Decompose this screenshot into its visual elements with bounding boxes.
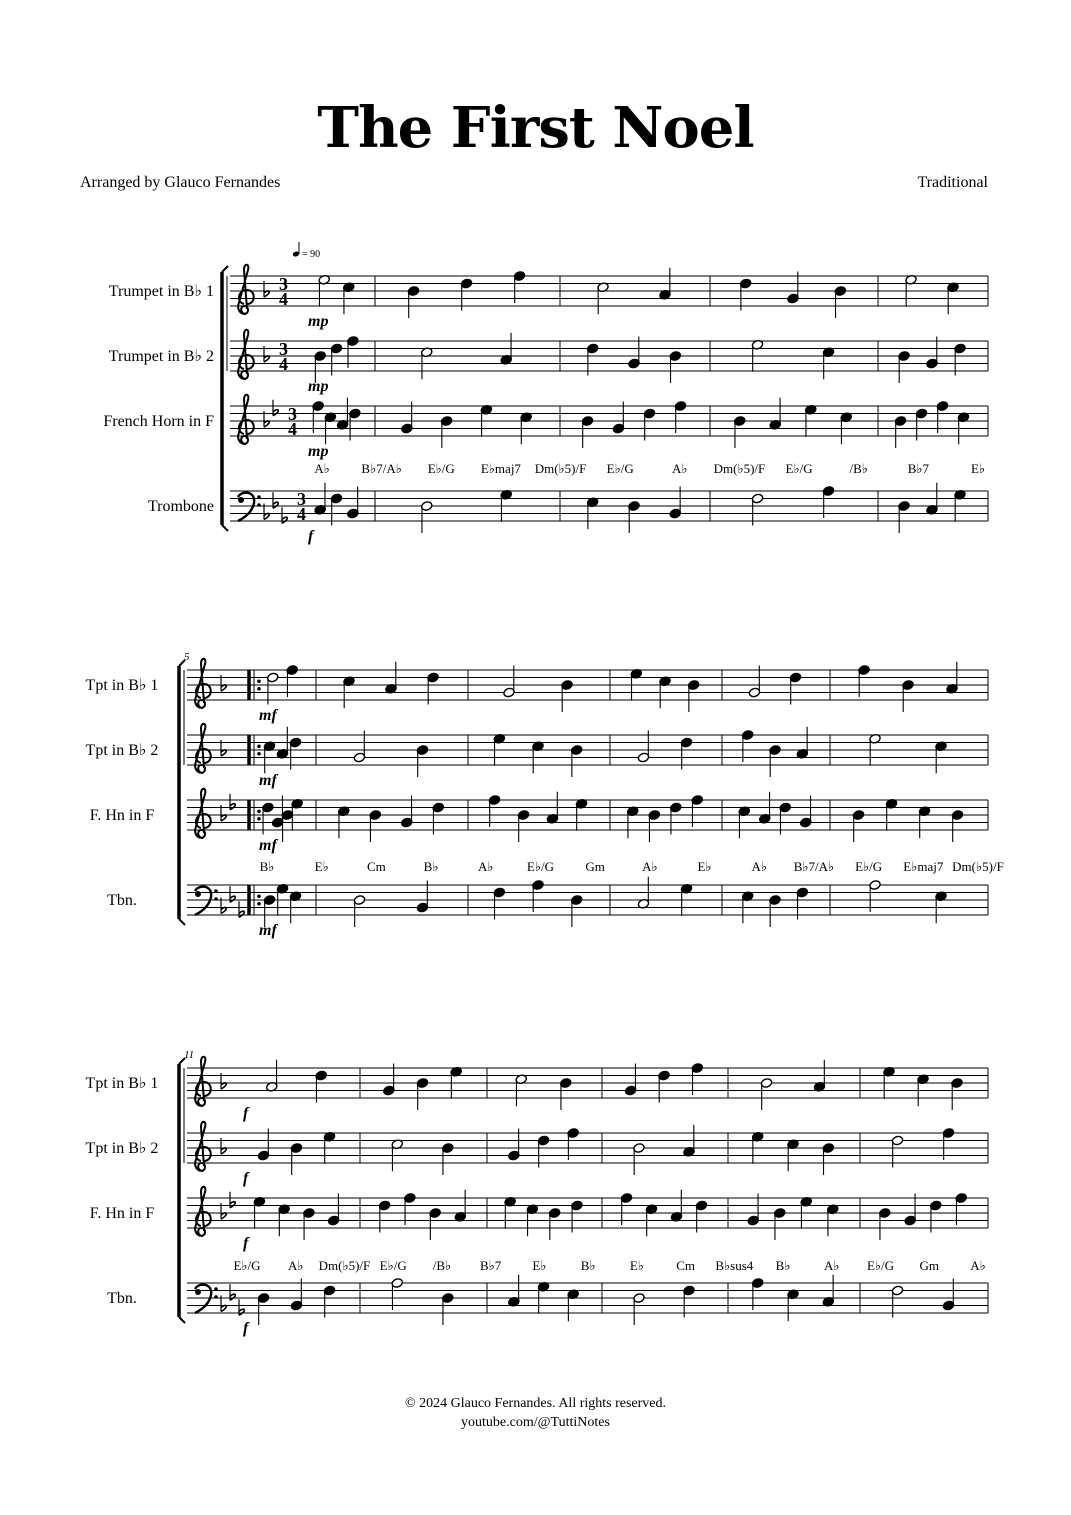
dynamic-marking: f [243,1320,249,1337]
bass-clef-icon [195,1285,218,1313]
dynamic-marking: mf [259,922,277,939]
chord-symbol: E♭ [314,859,329,874]
note-head [369,810,381,842]
chord-symbol: Gm [919,1258,940,1273]
note-head [669,351,681,383]
time-sig-bottom: 4 [288,419,297,439]
chord-symbol: E♭/G [855,859,883,874]
page-title: The First Noel [317,95,754,161]
instrument-label: Trumpet in B♭ 1 [108,283,214,300]
system-bracket-bottom [179,1317,185,1323]
chord-symbol: Dm(♭5)/F [318,1258,371,1273]
chord-symbol: Dm(♭5)/F [952,859,1004,874]
chord-symbol: A♭ [314,461,330,476]
chord-symbol: A♭ [642,859,658,874]
instrument-label: French Horn in F [103,413,214,430]
instrument-label: F. Hn in F [89,807,155,824]
dynamic-marking: mf [259,707,277,724]
chord-symbol: E♭/G [427,461,455,476]
repeat-dot [257,752,261,756]
dynamic-marking: f [308,528,314,545]
dynamic-marking: f [243,1105,249,1122]
note-head [407,286,419,318]
chord-symbol: Dm(♭5)/F [713,461,766,476]
note-head [581,416,593,448]
chord-symbol: /B♭ [432,1258,452,1273]
arranger-credit: Arranged by Glauco Fernandes [80,174,281,191]
note-head [879,1208,891,1240]
chord-symbol: Cm [366,859,386,874]
bass-clef-icon [238,493,261,521]
note-head [570,745,582,777]
chord-symbol: B♭ [423,859,439,874]
chord-symbol: B♭7 [907,461,930,476]
note-head [648,810,660,842]
note-head [898,501,910,533]
treble-clef-icon [238,265,254,314]
chord-symbol: E♭ [697,859,712,874]
dynamic-marking: f [243,1170,249,1187]
chord-symbol: E♭/G [379,1258,407,1273]
chord-symbol: E♭/G [866,1258,895,1273]
repeat-dot [257,902,261,906]
chord-symbol: E♭ [970,461,986,476]
note-head [353,895,365,927]
treble-clef-icon [195,789,211,838]
treble-clef-icon [195,1122,211,1171]
chord-symbol: A♭ [287,1258,304,1273]
chord-symbol: E♭/G [606,461,634,476]
instrument-label: Tpt in B♭ 2 [85,1140,159,1157]
note-head [281,810,293,842]
dynamic-marking: mf [259,837,277,854]
note-head [561,680,573,712]
chord-symbol: A♭ [824,1258,840,1273]
dynamic-marking: mp [308,313,329,330]
note-head [416,1078,428,1110]
chord-symbol: Gm [585,859,605,874]
chord-symbol: A♭ [751,859,767,874]
time-sig-bottom: 4 [279,289,288,309]
bass-clef-icon [195,887,218,915]
chord-symbol: B♭7/A♭ [793,859,835,874]
note-head [429,1208,441,1240]
note-head [822,1143,834,1175]
chord-symbol: E♭ [629,1258,644,1273]
note-head [560,1078,572,1110]
note-head [290,1143,302,1175]
tempo-value: = 90 [302,249,321,260]
instrument-label: Trumpet in B♭ 2 [108,348,214,365]
repeat-dot [257,809,261,813]
note-head [548,1208,560,1240]
repeat-dot [257,817,261,821]
note-head [633,1143,645,1175]
note-head [440,416,452,448]
time-sig-top: 3 [279,339,288,359]
dynamic-marking: mp [308,378,329,395]
system-bracket-top [222,266,228,272]
note-head [442,1143,454,1175]
note-head [517,810,529,842]
note-head [852,810,864,842]
chord-symbol: B♭7/A♭ [361,461,402,476]
chord-symbol: E♭ [532,1258,547,1273]
note-head [303,1208,315,1240]
measure-number: 5 [184,651,190,663]
time-sig-bottom: 4 [297,504,306,524]
treble-clef-icon [238,330,254,379]
note-head [257,1293,269,1325]
chord-symbol: E♭/G [785,461,813,476]
chord-symbol: E♭maj7 [480,461,521,476]
note-head [774,1208,786,1240]
time-sig-top: 3 [288,404,297,424]
chord-symbol: B♭7 [480,1258,502,1273]
chord-symbol: A♭ [970,1258,986,1273]
note-head [687,680,699,712]
footer [0,1394,1071,1432]
copyright-text: © 2024 Glauco Fernandes. All rights reserved. [404,1396,667,1411]
chord-symbol: B♭ [259,859,275,874]
chord-symbol: A♭ [672,461,688,476]
note-head [769,745,781,777]
note-head [902,680,914,712]
chord-symbol: B♭ [580,1258,596,1273]
chord-symbol: E♭/G [233,1258,261,1273]
note-head [894,416,906,448]
composer-credit: Traditional [917,174,988,191]
time-sig-top: 3 [279,274,288,294]
note-head [898,351,910,383]
instrument-label: Tbn. [107,1290,137,1307]
treble-clef-icon [195,724,211,773]
note-head [951,810,963,842]
chord-symbol: B♭ [775,1258,791,1273]
instrument-label: Trombone [147,498,214,515]
treble-clef-icon [238,395,254,444]
instrument-label: Tpt in B♭ 2 [85,742,159,759]
note-head [633,1293,645,1325]
time-sig-top: 3 [297,489,306,509]
chord-symbol: Dm(♭5)/F [534,461,587,476]
note-head [769,895,781,927]
note-head [734,416,746,448]
system-bracket-bottom [222,525,228,531]
note-head [951,1078,963,1110]
treble-clef-icon [195,1057,211,1106]
repeat-dot [257,679,261,683]
note-head [421,501,433,533]
instrument-label: Tbn. [107,892,137,909]
tempo-marking [292,242,320,260]
note-head [834,286,846,318]
system-bracket-bottom [179,919,185,925]
time-sig-bottom: 4 [279,354,288,374]
chord-symbol: /B♭ [849,461,868,476]
note-head [570,895,582,927]
repeat-dot [257,687,261,691]
dynamic-marking: mp [308,443,329,460]
chord-symbol: B♭sus4 [715,1258,754,1273]
note-head [442,1293,454,1325]
treble-clef-icon [195,659,211,708]
dynamic-marking: mf [259,772,277,789]
treble-clef-icon [195,1187,211,1236]
channel-link[interactable]: youtube.com/@TuttiNotes [461,1415,610,1430]
repeat-dot [257,744,261,748]
chord-symbol: A♭ [478,859,494,874]
repeat-dot [257,894,261,898]
measure-number: 11 [184,1049,195,1061]
note-head [628,501,640,533]
instrument-label: F. Hn in F [89,1205,155,1222]
chord-symbol: Cm [676,1258,695,1273]
chord-symbol: E♭/G [526,859,555,874]
instrument-label: Tpt in B♭ 1 [85,1075,159,1092]
note-head [760,1078,772,1110]
chord-symbol: E♭maj7 [903,859,944,874]
instrument-label: Tpt in B♭ 1 [85,677,159,694]
note-head [416,745,428,777]
dynamic-marking: f [243,1235,249,1252]
